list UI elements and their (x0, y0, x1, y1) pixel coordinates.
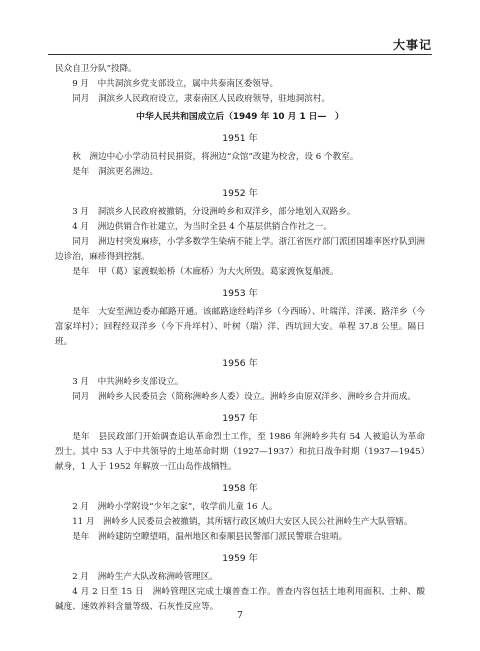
header-rule (48, 54, 432, 55)
entry-paragraph: 同月 洞滨乡人民政府设立，隶泰南区人民政府领导，驻地洞滨村。 (72, 94, 331, 104)
year-heading: 1951 年 (222, 133, 258, 144)
year-heading: 1957 年 (222, 413, 258, 424)
entry-paragraph: 11 月 洲岭乡人民委员会被撤销，其所辖行政区域归大安区人民公社洲岭生产大队管辖。 (72, 517, 413, 527)
page-number: 7 (237, 611, 243, 621)
entry-paragraph: 秋 洲边中心小学动员村民捐资，将洲边“众馆”改建为校舍，设 6 个教室。 (72, 152, 359, 162)
entry-paragraph: 同月 洲边村突发麻疹，小学多数学生染病不能上学。浙江省医疗部门派团国雄率医疗队到洲边诊治，麻疹得到控制。 (55, 237, 425, 262)
entry-paragraph: 民众自卫分队”投降。 (55, 64, 137, 74)
entry-paragraph: 是年 洞滨更名洲边。 (72, 167, 159, 177)
entry-paragraph: 2 月 洲岭生产大队改称洲岭管理区。 (72, 572, 218, 582)
entry-paragraph: 3 月 中共洲岭乡支部设立。 (72, 377, 184, 387)
year-heading: 1953 年 (222, 288, 258, 299)
page-content (55, 62, 425, 615)
year-heading: 1958 年 (222, 483, 258, 494)
year-heading: 1959 年 (222, 553, 258, 564)
entry-paragraph: 4 月 2 日至 15 日 洲岭管理区完成土壤普查工作。普查内容包括土地利用面积、土种、酸碱度、速效养料含量等级、石灰性反应等。 (55, 587, 425, 612)
entry-paragraph: 是年 大安至洲边委办邮路开通。该邮路途经屿洋乡（今西旸）、叶瑞洋、洋溪、路洋乡（今富家垟村）；回程经双洋乡（今下舟垟村）、叶树（瑞）洋、西坑回大安。单程 37.8 公里。隔日班。 (55, 307, 425, 347)
entry-paragraph: 同月 洲岭乡人民委员会（简称洲岭乡人委）设立。洲岭乡由原双洋乡、洲岭乡合并而成。 (72, 392, 416, 402)
running-header: 大事记 (392, 38, 432, 52)
entry-paragraph: 3 月 洞滨乡人民政府被撤销，分设洲岭乡和双洋乡，部分地划入双路乡。 (72, 207, 356, 217)
entry-paragraph: 2 月 洲岭小学附设“少年之家”，收学前儿童 16 人。 (72, 502, 278, 512)
section-heading: 中华人民共和国成立后（1949 年 10 月 1 日— ） (136, 112, 344, 122)
entry-paragraph: 是年 洲岭建防空瞭望哨，温州地区和泰顺县民警部门派民警联合驻哨。 (72, 532, 348, 542)
entry-paragraph: 是年 县民政部门开始调查追认革命烈士工作，至 1986 年洲岭乡共有 54 人被追认为革命烈士。其中 53 人于中共领导的土地革命时期（1927—1937）和抗日战争时期（1937—1945）献身，1 人于 1952 年解放一江山岛作战牺牲。 (55, 432, 425, 472)
entry-paragraph: 4 月 洲边供销合作社建立，为当时全县 4 个基层供销合作社之一。 (72, 222, 332, 232)
year-heading: 1952 年 (222, 188, 258, 199)
entry-paragraph: 9 月 中共洞滨乡党支部设立，属中共泰南区委领导。 (72, 79, 279, 89)
entry-paragraph: 是年 甲（葛）家渡蜈蚣桥（木廊桥）为大火所毁。葛家渡恢复船渡。 (72, 267, 339, 277)
year-heading: 1956 年 (222, 358, 258, 369)
